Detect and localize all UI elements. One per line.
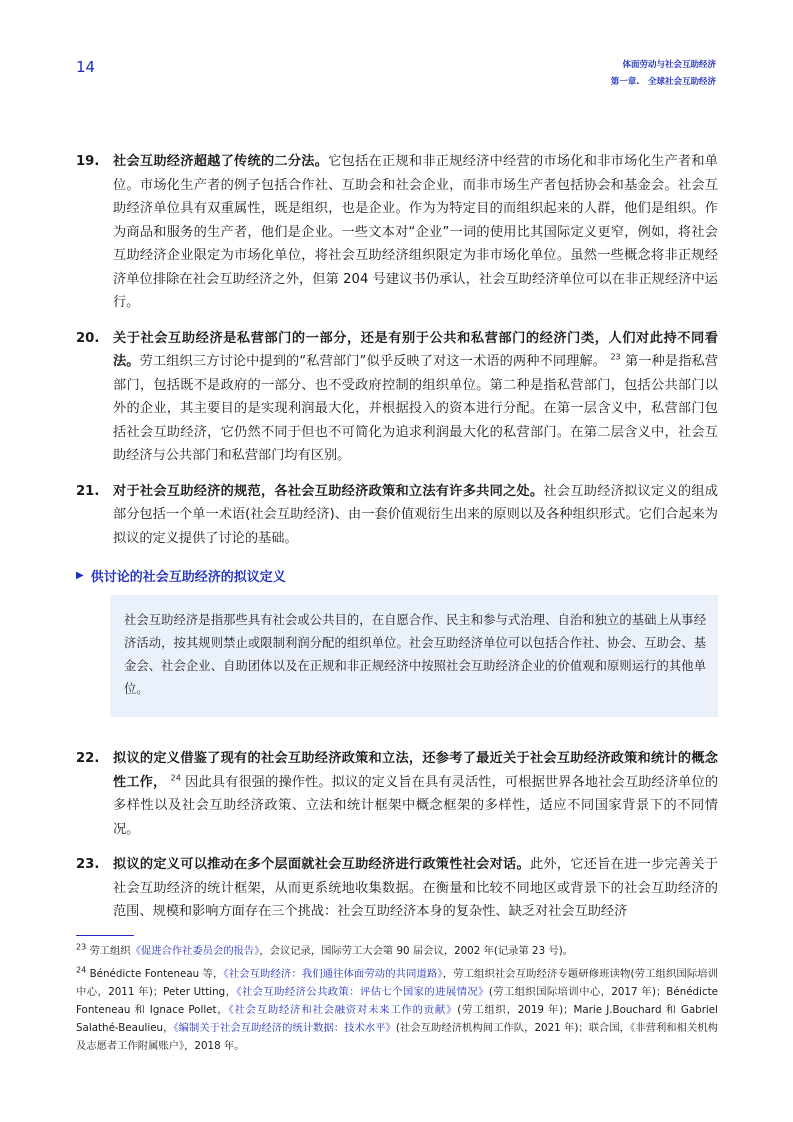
paragraph-lead: 拟议的定义借鉴了现有的社会互助经济政策和立法，还参考了最近关于社会互助经济政策和统计的概念性工作， bbox=[113, 751, 718, 790]
footnote-divider bbox=[76, 935, 134, 936]
footnote-24 bbox=[76, 965, 718, 1055]
paragraph-lead: 拟议的定义可以推动在多个层面就社会互助经济进行政策性社会对话。 bbox=[113, 857, 530, 872]
definition-text: 社会互助经济是指那些具有社会或公共目的，在自愿合作、民主和参与式治理、自治和独立的基础上从事经济活动，按其规则禁止或限制利润分配的组织单位。社会互助经济单位可以包括合作社、协会、互助会、基金会、社会企业、自助团体以及在正规和非正规经济中按照社会互助经济企业的价值观和原则运行的其他单位。 bbox=[124, 613, 706, 696]
paragraph-body: 此外，它还旨在进一步完善关于社会互助经济的统计框架，从而更系统地收集数据。在衡量和比较不同地区或背景下的社会互助经济的范围、规模和影响方面存在三个挑战：社会互助经济本身的复杂性、缺乏对社会互助经济 bbox=[113, 857, 719, 919]
footnote-text: Bénédicte Fonteneau 等， bbox=[89, 968, 224, 980]
paragraph-19 bbox=[76, 150, 718, 315]
paragraph-body-cont: 第一种是指私营部门，包括既不是政府的一部分、也不受政府控制的组织单位。第二种是指私营部门，包括公共部门以外的企业，其主要目的是实现利润最大化，并根据投入的资本进行分配。在第一层含义中，私营部门包括社会互助经济，它仍然不同于但也不可简化为追求利润最大化的私营部门。在第二层含义中，社会互助经济与公共部门和私营部门均有区别。 bbox=[113, 354, 719, 463]
footnote-ref-23[interactable]: 23 bbox=[610, 352, 621, 362]
footnote-text: ，会议记录，国际劳工大会第 90 届会议，2002 年(记录第 23 号)。 bbox=[259, 945, 574, 957]
paragraph-body: 它包括在正规和非正规经济中经营的市场化和非市场化生产者和单位。市场化生产者的例子包括合作社、互助会和社会企业，而非市场生产者包括协会和基金会。社会互助经济单位具有双重属性，既是组织，也是企业。作为为特定目的而组织起来的人群，他们是组织。作为商品和服务的生产者，他们是企业。一些文本对“企业”一词的使用比其国际定义更窄，例如，将社会互助经济企业限定为市场化单位，将社会互助经济组织限定为非市场化单位。虽然一些概念将非正规经济单位排除在社会互助经济之外，但第 204 号建议书仍承认，社会互助经济单位可以在非正规经济中运行。 bbox=[113, 154, 718, 310]
footnote-mark: 23 bbox=[76, 942, 87, 952]
footnote-link[interactable]: 《编制关于社会互助经济的统计数据：技术水平》 bbox=[173, 1022, 396, 1034]
paragraph-text bbox=[113, 747, 718, 841]
paragraph-number: 21. bbox=[76, 483, 100, 499]
footnote-link[interactable]: 《社会互助经济公共政策：评估七个国家的进展情况》 bbox=[236, 986, 489, 998]
paragraph-number: 19. bbox=[76, 154, 100, 169]
footnote-23 bbox=[76, 942, 718, 960]
box-title-text: 供讨论的社会互助经济的拟议定义 bbox=[90, 570, 286, 585]
footnote-text: (劳工组织国际培训中心，2017 年)；Bénédicte Fonteneau 和 Ignace Pollet， bbox=[76, 986, 718, 1016]
doc-title: 体面劳动与社会互助经济 bbox=[622, 60, 716, 70]
paragraph-text bbox=[113, 150, 718, 315]
definition-box bbox=[110, 595, 718, 717]
paragraph-21 bbox=[76, 480, 718, 551]
paragraph-body: 劳工组织三方讨论中提到的“私营部门”似乎反映了对这一术语的两种不同理解。 bbox=[139, 354, 607, 369]
footnote-link[interactable]: 《促进合作社委员会的报告》 bbox=[130, 945, 260, 957]
chapter-title: 第一章. 全球社会互助经济 bbox=[610, 77, 716, 87]
paragraph-20 bbox=[76, 327, 718, 468]
footnote-text: (社会互助经济机构间工作队，2021 年)；联合国，《非营利和相关机构及志愿者工作附属账户》，2018 年。 bbox=[76, 1022, 718, 1052]
paragraph-lead: 对于社会互助经济的规范，各社会互助经济政策和立法有许多共同之处。 bbox=[113, 483, 544, 499]
page-number: 14 bbox=[76, 58, 96, 76]
footnote-text: 劳工组织 bbox=[89, 945, 131, 957]
paragraph-body: 因此具有很强的操作性。拟议的定义旨在具有灵活性，可根据世界各地社会互助经济单位的多样性以及社会互助经济政策、立法和统计框架中概念框架的多样性，适应不同国家背景下的不同情况。 bbox=[113, 774, 719, 837]
paragraph-lead: 社会互助经济超越了传统的二分法。 bbox=[113, 154, 329, 169]
footnote-mark: 24 bbox=[76, 965, 87, 975]
footnote-link[interactable]: 《社会互助经济和社会融资对未来工作的贡献》 bbox=[228, 1004, 458, 1016]
paragraph-23 bbox=[76, 853, 718, 924]
paragraph-body: 社会互助经济拟议定义的组成部分包括一个单一术语(社会互助经济)、由一套价值观衍生出来的原则以及各种组织形式。它们合起来为拟议的定义提供了讨论的基础。 bbox=[113, 483, 718, 546]
running-header bbox=[611, 57, 716, 91]
main-content bbox=[76, 150, 718, 936]
paragraph-22 bbox=[76, 747, 718, 841]
triangle-right-icon: ▶ bbox=[76, 570, 84, 581]
footnote-text: (劳工组织，2019 年)；Marie J.Bouchard 和 Gabriel Salathé-Beaulieu， bbox=[76, 1004, 718, 1034]
definition-box-title bbox=[76, 566, 718, 585]
footnote-link[interactable]: 《社会互助经济：我们通往体面劳动的共同道路》 bbox=[223, 968, 443, 980]
paragraph-number: 22. bbox=[76, 751, 100, 766]
paragraph-lead: 关于社会互助经济是私营部门的一部分，还是有别于公共和私营部门的经济门类，人们对此持不同看法。 bbox=[113, 330, 718, 369]
paragraph-text bbox=[113, 327, 718, 468]
paragraph-text bbox=[113, 853, 718, 924]
paragraph-text bbox=[113, 480, 718, 551]
footnotes bbox=[76, 935, 718, 1060]
footnote-ref-24[interactable]: 24 bbox=[170, 773, 181, 783]
footnote-text: ，劳工组织社会互助经济专题研修班读物(劳工组织国际培训中心，2011 年)；Peter Utting， bbox=[76, 968, 719, 998]
paragraph-number: 20. bbox=[76, 330, 100, 346]
paragraph-number: 23. bbox=[76, 857, 100, 872]
